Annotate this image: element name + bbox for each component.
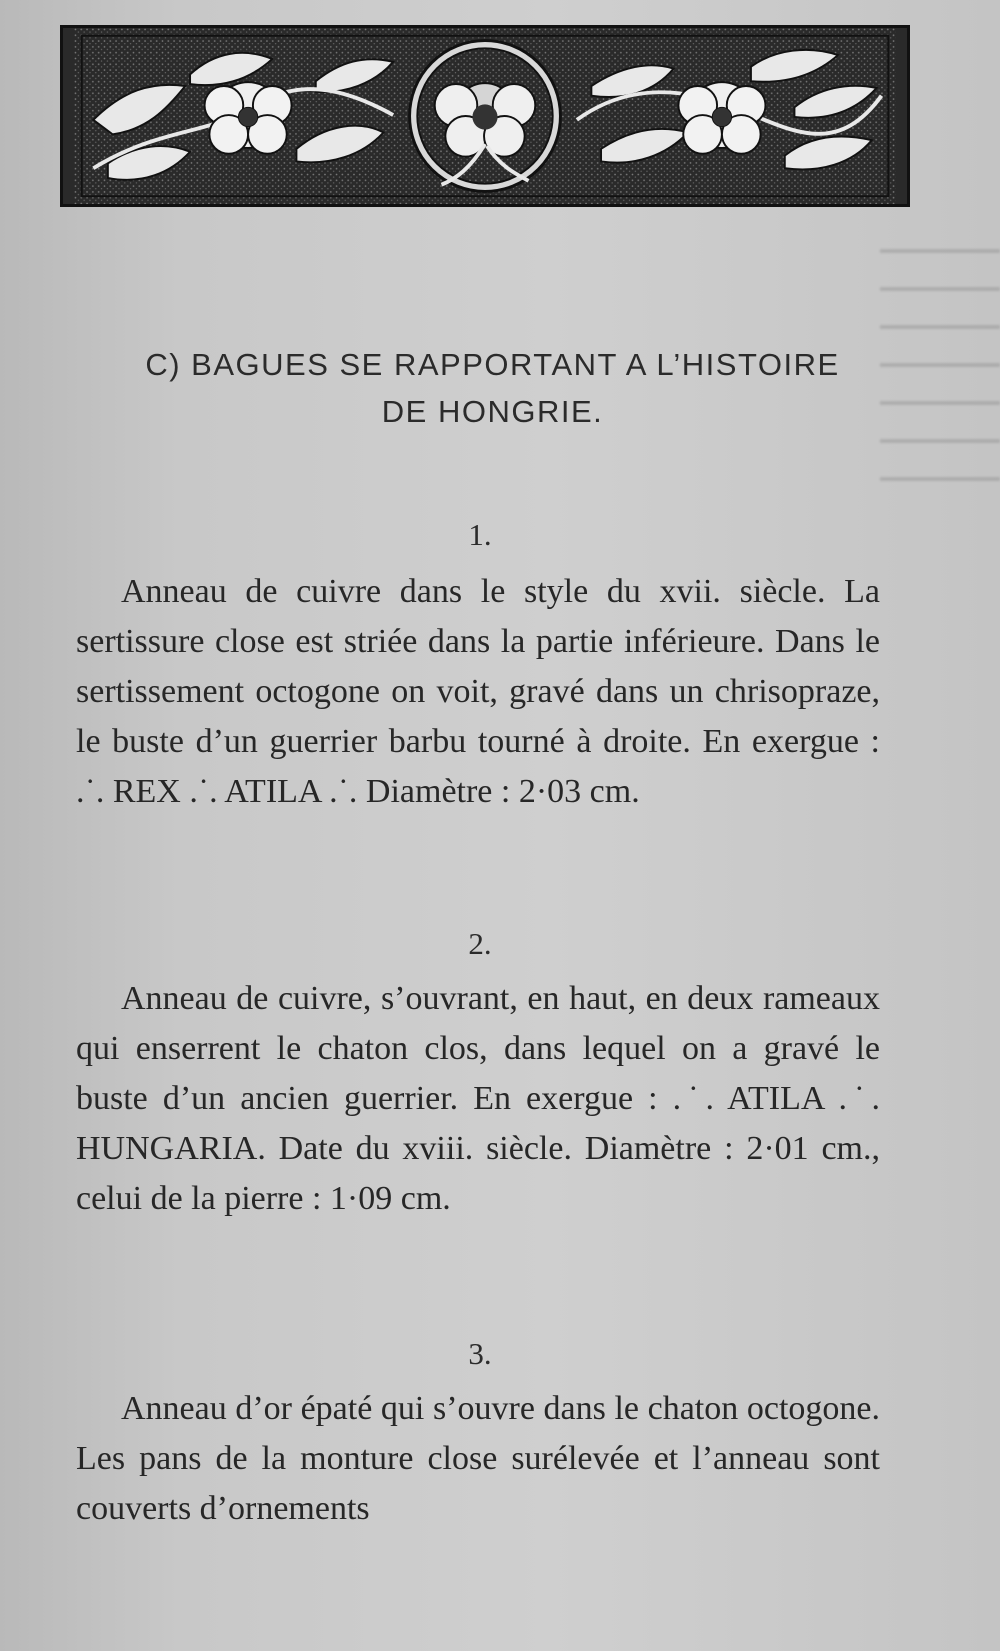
floral-ornament-icon [63, 28, 907, 204]
section-number-2: 2. [468, 926, 492, 961]
paragraph-2: Anneau de cuivre, s’ouvrant, en haut, en deux rameaux qui enserrent le chaton clos, dans lequel on a gravé le buste d’un ancien guerrier. En exergue : .˙. ATILA .˙. HUNGARIA. Date du xviii. siècle. Diamètre : 2·01 cm., celui de la pierre : 1·09 cm. [76, 980, 880, 1217]
chapter-heading-line-2: DE HONGRIE. [381, 394, 604, 429]
chapter-heading-line-1: C) BAGUES SE RAPPORTANT A L’HISTOIRE [145, 347, 840, 382]
section-number-1: 1. [468, 517, 492, 552]
section-number-3: 3. [468, 1336, 492, 1371]
paragraph-3: Anneau d’or épaté qui s’ouvre dans le chaton octogone. Les pans de la monture close surélevée et l’anneau sont couverts d’ornements [76, 1390, 880, 1527]
decorative-floral-banner [60, 25, 910, 207]
paragraph-1: Anneau de cuivre dans le style du xvii. siècle. La sertissure close est striée dans la partie inférieure. Dans le sertissement octogone on voit, gravé dans un chrisopraze, le buste d’un guerrier barbu tourné à droite. En exergue : .˙. REX .˙. ATILA .˙. Diamètre : 2·03 cm. [76, 573, 880, 810]
